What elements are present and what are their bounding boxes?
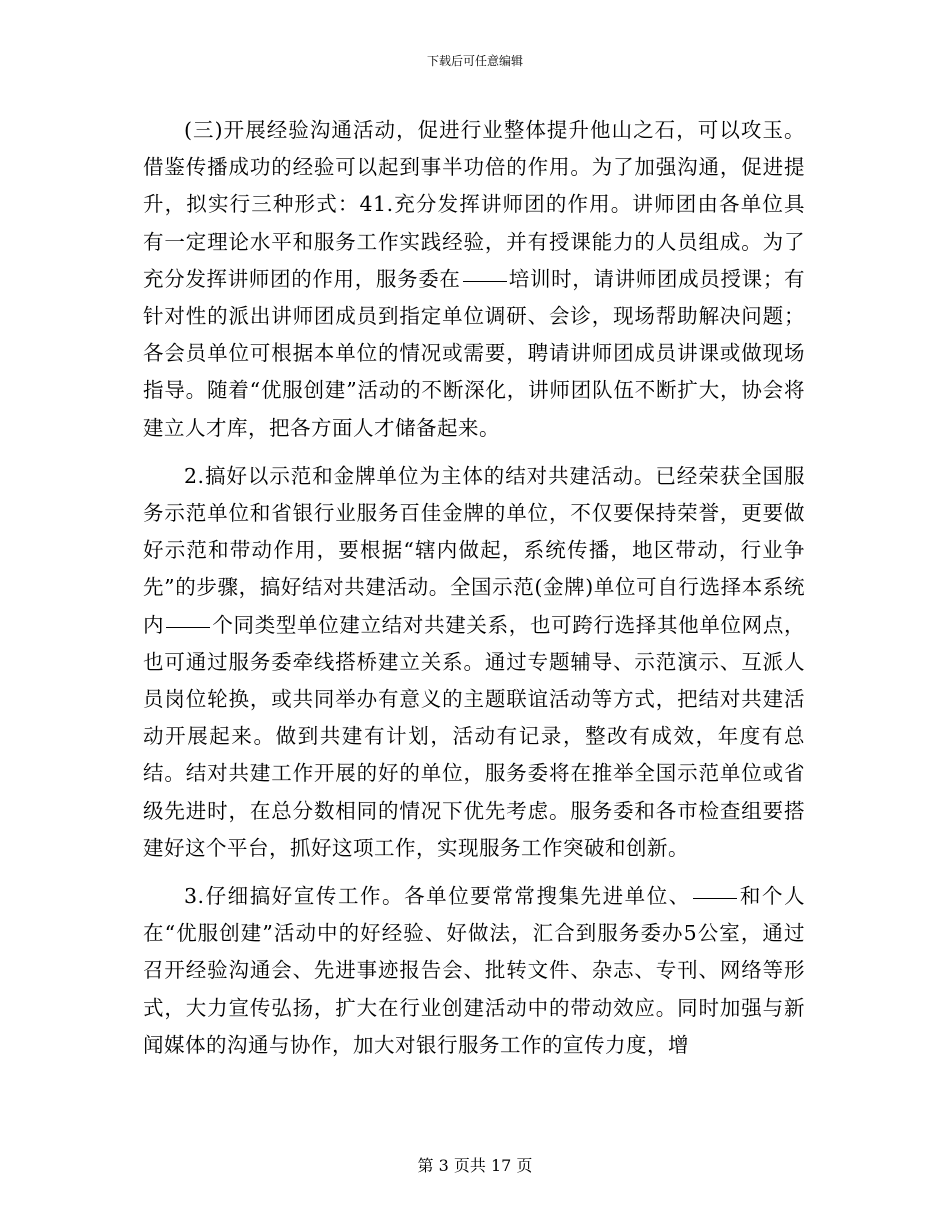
document-body xyxy=(143,112,805,1075)
paragraph-pairing-activity xyxy=(143,458,805,867)
page-header: 下载后可任意编辑 xyxy=(426,54,523,68)
paragraph-text: 2.搞好以示范和金牌单位为主体的结对共建活动。已经荣获全国服务示范单位和省银行业服务百佳金牌的单位，不仅要保持荣誉，更要做好示范和带动作用，要根据“辖内做起，系统传播，地区带动，行业争先”的步骤，搞好结对共建活动。全国示范(金牌)单位可自行选择本系统内 xyxy=(143,463,805,637)
paragraph-text: 培训时，请讲师团成员授课；有针对性的派出讲师团成员到指定单位调研、会诊，现场帮助解决问题；各会员单位可根据本单位的情况或需要，聘请讲师团成员讲课或做现场指导。随着“优服创建”活动的不断深化，讲师团队伍不断扩大，协会将建立人才库，把各方面人才储备起来。 xyxy=(143,266,806,440)
paragraph-text: 3.仔细搞好宣传工作。各单位要常常搜集先进单位、 xyxy=(184,884,691,909)
fill-in-blank xyxy=(463,280,507,282)
fill-in-blank xyxy=(166,626,210,628)
paragraph-publicity-work xyxy=(143,878,805,1064)
fill-in-blank xyxy=(693,897,737,899)
paragraph-text: 个同类型单位建立结对共建关系，也可跨行选择其他单位网点，也可通过服务委牵线搭桥建立关系。通过专题辅导、示范演示、互派人员岗位轮换，或共同举办有意义的主题联谊活动等方式，把结对共建活动开展起来。做到共建有计划，活动有记录，整改有成效，年度有总结。结对共建工作开展的好的单位，服务委将在推举全国示范单位或省级先进时，在总分数相同的情况下优先考虑。服务委和各市检查组要搭建好这个平台，抓好这项工作，实现服务工作突破和创新。 xyxy=(143,612,806,860)
paragraph-text: 和个人在“优服创建”活动中的好经验、好做法，汇合到服务委办5公室，通过召开经验沟通会、先进事迹报告会、批转文件、杂志、专刊、网络等形式，大力宣传弘扬，扩大在行业创建活动中的带动效应。同时加强与新闻媒体的沟通与协作，加大对银行服务工作的宣传力度，增 xyxy=(143,884,806,1057)
paragraph-experience-exchange xyxy=(143,112,805,447)
paragraph-text: (三)开展经验沟通活动，促进行业整体提升他山之石，可以攻玉。借鉴传播成功的经验可以起到事半功倍的作用。为了加强沟通，促进提升，拟实行三种形式：41.充分发挥讲师团的作用。讲师团由各单位具有一定理论水平和服务工作实践经验，并有授课能力的人员组成。为了充分发挥讲师团的作用，服务委在 xyxy=(143,118,805,291)
page-number: 第 3 页共 17 页 xyxy=(417,1156,533,1175)
